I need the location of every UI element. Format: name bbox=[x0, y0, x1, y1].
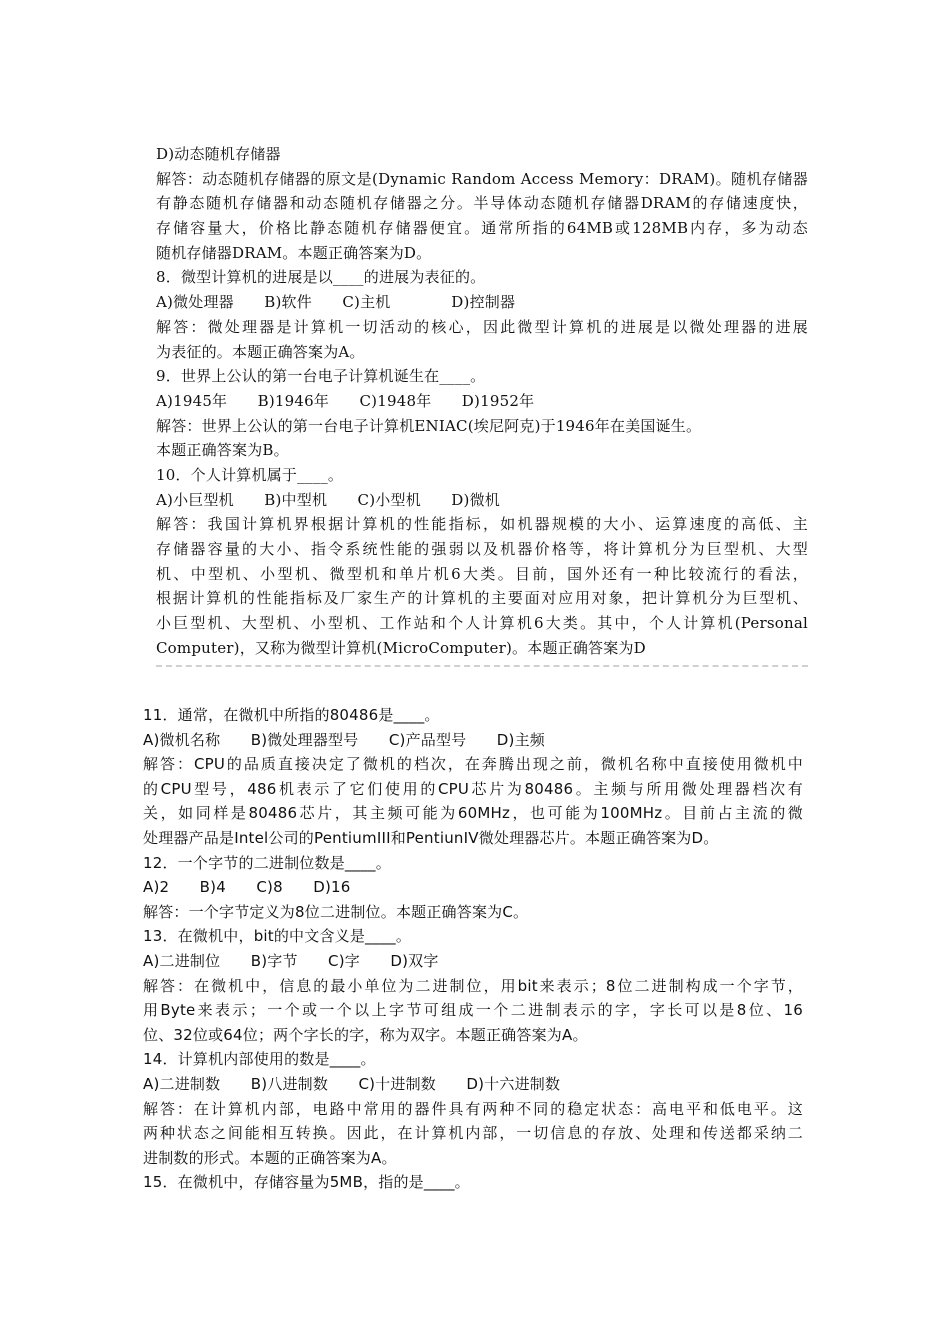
text-line: 10．个人计算机属于____。 bbox=[156, 465, 344, 484]
text-line: 存储器容量的大小、指令系统性能的强弱以及机器价格等，将计算机分为巨型机、大型 bbox=[156, 540, 808, 558]
text-line: 用Byte来表示；一个或一个以上字节可组成一个二进制表示的字，字长可以是8位、16 bbox=[143, 1001, 803, 1020]
text-line: 解答：在微机中，信息的最小单位为二进制位，用bit来表示；8位二进制构成一个字节， bbox=[143, 976, 803, 995]
text-line: 两种状态之间能相互转换。因此，在计算机内部，一切信息的存放、处理和传送都采纳二 bbox=[143, 1124, 803, 1143]
text-line: 随机存储器DRAM。本题正确答案为D。 bbox=[156, 243, 432, 262]
text-line: 11．通常，在微机中所指的80486是____。 bbox=[143, 706, 440, 724]
text-line: 解答：CPU的品质直接决定了微机的档次，在奔腾出现之前，微机名称中直接使用微机中 bbox=[143, 755, 803, 774]
text-line: A)微机名称 B)微处理器型号 C)产品型号 D)主频 bbox=[143, 730, 545, 749]
text-line: A)微处理器 B)软件 C)主机 D)控制器 bbox=[156, 293, 516, 312]
text-line: 9．世界上公认的第一台电子计算机诞生在____。 bbox=[156, 367, 486, 386]
text-line: 为表征的。本题正确答案为A。 bbox=[156, 342, 365, 361]
section-divider bbox=[156, 665, 808, 667]
text-line: 处理器产品是Intel公司的PentiumIII和PentiunIV微处理器芯片。本题正确答案为D。 bbox=[143, 828, 719, 847]
text-line: 解答：世界上公认的第一台电子计算机ENIAC(埃尼阿克)于1946年在美国诞生。 bbox=[156, 416, 702, 435]
text-line: A)二进制位 B)字节 C)字 D)双字 bbox=[143, 951, 439, 970]
text-line: 8．微型计算机的进展是以____的进展为表征的。 bbox=[156, 268, 486, 287]
text-line: A)小巨型机 B)中型机 C)小型机 D)微机 bbox=[156, 490, 500, 509]
text-line: Computer)，又称为微型计算机(MicroComputer)。本题正确答案为D bbox=[156, 638, 646, 657]
text-line: D)动态随机存储器 bbox=[156, 145, 281, 163]
text-line: A)2 B)4 C)8 D)16 bbox=[143, 878, 351, 897]
text-line: 存储容量大，价格比静态随机存储器便宜。通常所指的64MB或128MB内存，多为动态 bbox=[156, 219, 808, 238]
text-line: 14．计算机内部使用的数是____。 bbox=[143, 1050, 376, 1069]
text-line: 小巨型机、大型机、小型机、工作站和个人计算机6大类。其中，个人计算机(Personal bbox=[156, 614, 808, 633]
text-line: 15．在微机中，存储容量为5MB，指的是____。 bbox=[143, 1173, 470, 1192]
text-line: 13．在微机中，bit的中文含义是____。 bbox=[143, 927, 412, 946]
text-line: 机、中型机、小型机、微型机和单片机6大类。目前，国外还有一种比较流行的看法， bbox=[156, 564, 808, 583]
text-line: 的CPU型号，486机表示了它们使用的CPU芯片为80486。主频与所用微处理器档次有 bbox=[143, 779, 803, 798]
text-line: 解答：在计算机内部，电路中常用的器件具有两种不同的稳定状态：高电平和低电平。这 bbox=[143, 1099, 803, 1118]
text-line: A)二进制数 B)八进制数 C)十进制数 D)十六进制数 bbox=[143, 1074, 561, 1093]
text-line: A)1945年 B)1946年 C)1948年 D)1952年 bbox=[156, 391, 535, 410]
page-section-top bbox=[156, 142, 808, 660]
text-line: 解答：动态随机存储器的原文是(Dynamic Random Access Memory：DRAM)。随机存储器 bbox=[156, 169, 808, 188]
text-line: 进制数的形式。本题的正确答案为A。 bbox=[143, 1148, 397, 1167]
text-line: 根据计算机的性能指标及厂家生产的计算机的主要面对应用对象，把计算机分为巨型机、 bbox=[156, 589, 808, 608]
text-line: 解答：一个字节定义为8位二进制位。本题正确答案为C。 bbox=[143, 902, 529, 921]
text-line: 关，如同样是80486芯片，其主频可能为60MHz，也可能为100MHz。目前占主流的微 bbox=[143, 804, 803, 823]
page-section-bottom bbox=[143, 703, 803, 1195]
text-line: 有静态随机存储器和动态随机存储器之分。半导体动态随机存储器DRAM的存储速度快， bbox=[156, 194, 808, 213]
text-line: 12．一个字节的二进制位数是____。 bbox=[143, 853, 391, 872]
text-line: 解答：微处理器是计算机一切活动的核心，因此微型计算机的进展是以微处理器的进展 bbox=[156, 317, 808, 336]
text-line: 解答：我国计算机界根据计算机的性能指标，如机器规模的大小、运算速度的高低、主 bbox=[156, 515, 808, 534]
text-line: 位、32位或64位；两个字长的字，称为双字。本题正确答案为A。 bbox=[143, 1025, 588, 1044]
text-line: 本题正确答案为B。 bbox=[156, 441, 289, 460]
